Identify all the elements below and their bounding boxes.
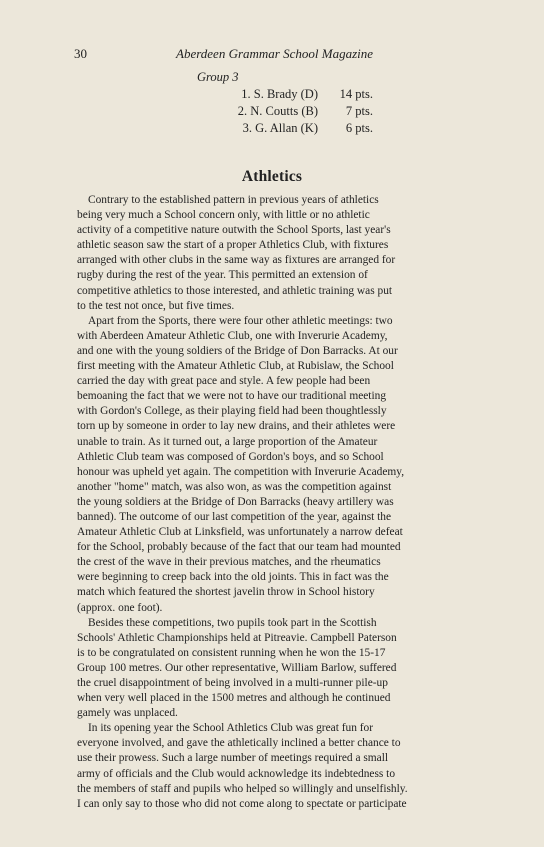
text-line: Contrary to the established pattern in previous years of athletics	[88, 194, 379, 206]
result-points: 7 pts.	[345, 104, 373, 118]
text-line: match which featured the shortest javelin throw in School history	[77, 586, 375, 599]
text-line: with Gordon's College, as their playing field had been thoughtlessly	[77, 405, 387, 418]
text-line: competitive athletics to those interested, and athletic training was put	[77, 284, 393, 297]
text-line: the cruel disappointment of being involved in a multi-runner pile-up	[77, 677, 388, 689]
text-line: to the test not once, but five times.	[77, 299, 235, 312]
page-number: 30	[74, 46, 87, 61]
group-results	[196, 69, 373, 137]
result-points: 14 pts.	[339, 87, 373, 101]
text-line: Schools' Athletic Championships held at Pitreavie. Campbell Paterson	[77, 631, 397, 644]
text-line: carried the day with great pace and style. A few people had been	[77, 375, 371, 388]
result-row	[196, 103, 373, 120]
text-line: the crest of the wave in their previous matches, and the rheumatics	[77, 556, 381, 569]
text-line: Athletic Club team was composed of Gordon's boys, and so School	[77, 450, 384, 463]
text-line: with Aberdeen Amateur Athletic Club, one with Inverurie Academy,	[77, 329, 388, 342]
text-line: unable to train. As it turned out, a large proportion of the Amateur	[77, 435, 378, 448]
group-label: Group 3	[197, 70, 239, 84]
text-line: being very much a School concern only, with little or no athletic	[77, 209, 370, 222]
section-heading: Athletics	[241, 168, 303, 185]
result-name: 2. N. Coutts (B)	[237, 104, 318, 118]
text-line: gamely was unplaced.	[77, 707, 178, 720]
text-line: army of officials and the Club would acknowledge its indebtedness to	[77, 767, 396, 780]
text-line: the young soldiers at the Bridge of Don Barracks (heavy artillery was	[77, 495, 394, 508]
text-line: the members of staff and pupils who helped so willingly and unselfishly.	[77, 782, 408, 795]
result-points: 6 pts.	[345, 121, 373, 135]
journal-title: Aberdeen Grammar School Magazine	[176, 46, 374, 61]
text-line: is to be congratulated on consistent running when he won the 15-17	[77, 646, 386, 659]
text-line: rugby during the rest of the year. This permitted an extension of	[77, 269, 368, 282]
text-line: In its opening year the School Athletics Club was great fun for	[88, 722, 374, 735]
text-line: for the School, probably because of the fact that our team had mounted	[77, 541, 401, 554]
text-line: bemoaning the fact that we were not to have our traditional meeting	[77, 390, 387, 403]
text-line: Group 100 metres. Our other representative, William Barlow, suffered	[77, 661, 397, 674]
text-line: use their prowess. Such a large number of meetings required a small	[77, 752, 389, 765]
text-line: honour was upheld yet again. The competition with Inverurie Academy,	[77, 465, 405, 478]
text-line: (approx. one foot).	[77, 601, 163, 614]
text-line: torn up by someone in order to lay new drains, and their athletes were	[77, 420, 396, 433]
text-line: were beginning to creep back into the old joints. This in fact was the	[77, 571, 389, 584]
result-name: 3. G. Allan (K)	[242, 121, 318, 135]
result-row	[196, 86, 373, 103]
text-line: first meeting with the Amateur Athletic Club, at Rubislaw, the School	[77, 360, 394, 373]
text-line: arranged with other clubs in the same way as fixtures are arranged for	[77, 254, 396, 267]
running-head	[74, 46, 474, 64]
text-line: Apart from the Sports, there were four other athletic meetings: two	[88, 314, 393, 327]
text-line: banned). The outcome of our last competition of the year, against the	[77, 510, 392, 523]
text-line: athletic season saw the start of a proper Athletics Club, with fixtures	[77, 239, 389, 252]
article-body	[77, 193, 476, 812]
text-line: activity of a competitive nature outwith the School Sports, last year's	[77, 224, 391, 237]
text-line: everyone involved, and gave the athletically inclined a better chance to	[77, 737, 401, 750]
result-name: 1. S. Brady (D)	[241, 87, 318, 101]
text-line: Besides these competitions, two pupils took part in the Scottish	[88, 616, 377, 629]
result-row	[196, 120, 373, 137]
text-line: Amateur Athletic Club at Linksfield, was unfortunately a narrow defeat	[77, 526, 403, 539]
text-line: another "home" match, was also won, as was the competition against	[77, 480, 392, 493]
text-line: and one with the young soldiers of the Bridge of Don Barracks. At our	[77, 344, 398, 357]
text-line: I can only say to those who did not come along to spectate or participate	[77, 797, 407, 810]
text-line: when very well placed in the 1500 metres and although he continued	[77, 692, 391, 705]
